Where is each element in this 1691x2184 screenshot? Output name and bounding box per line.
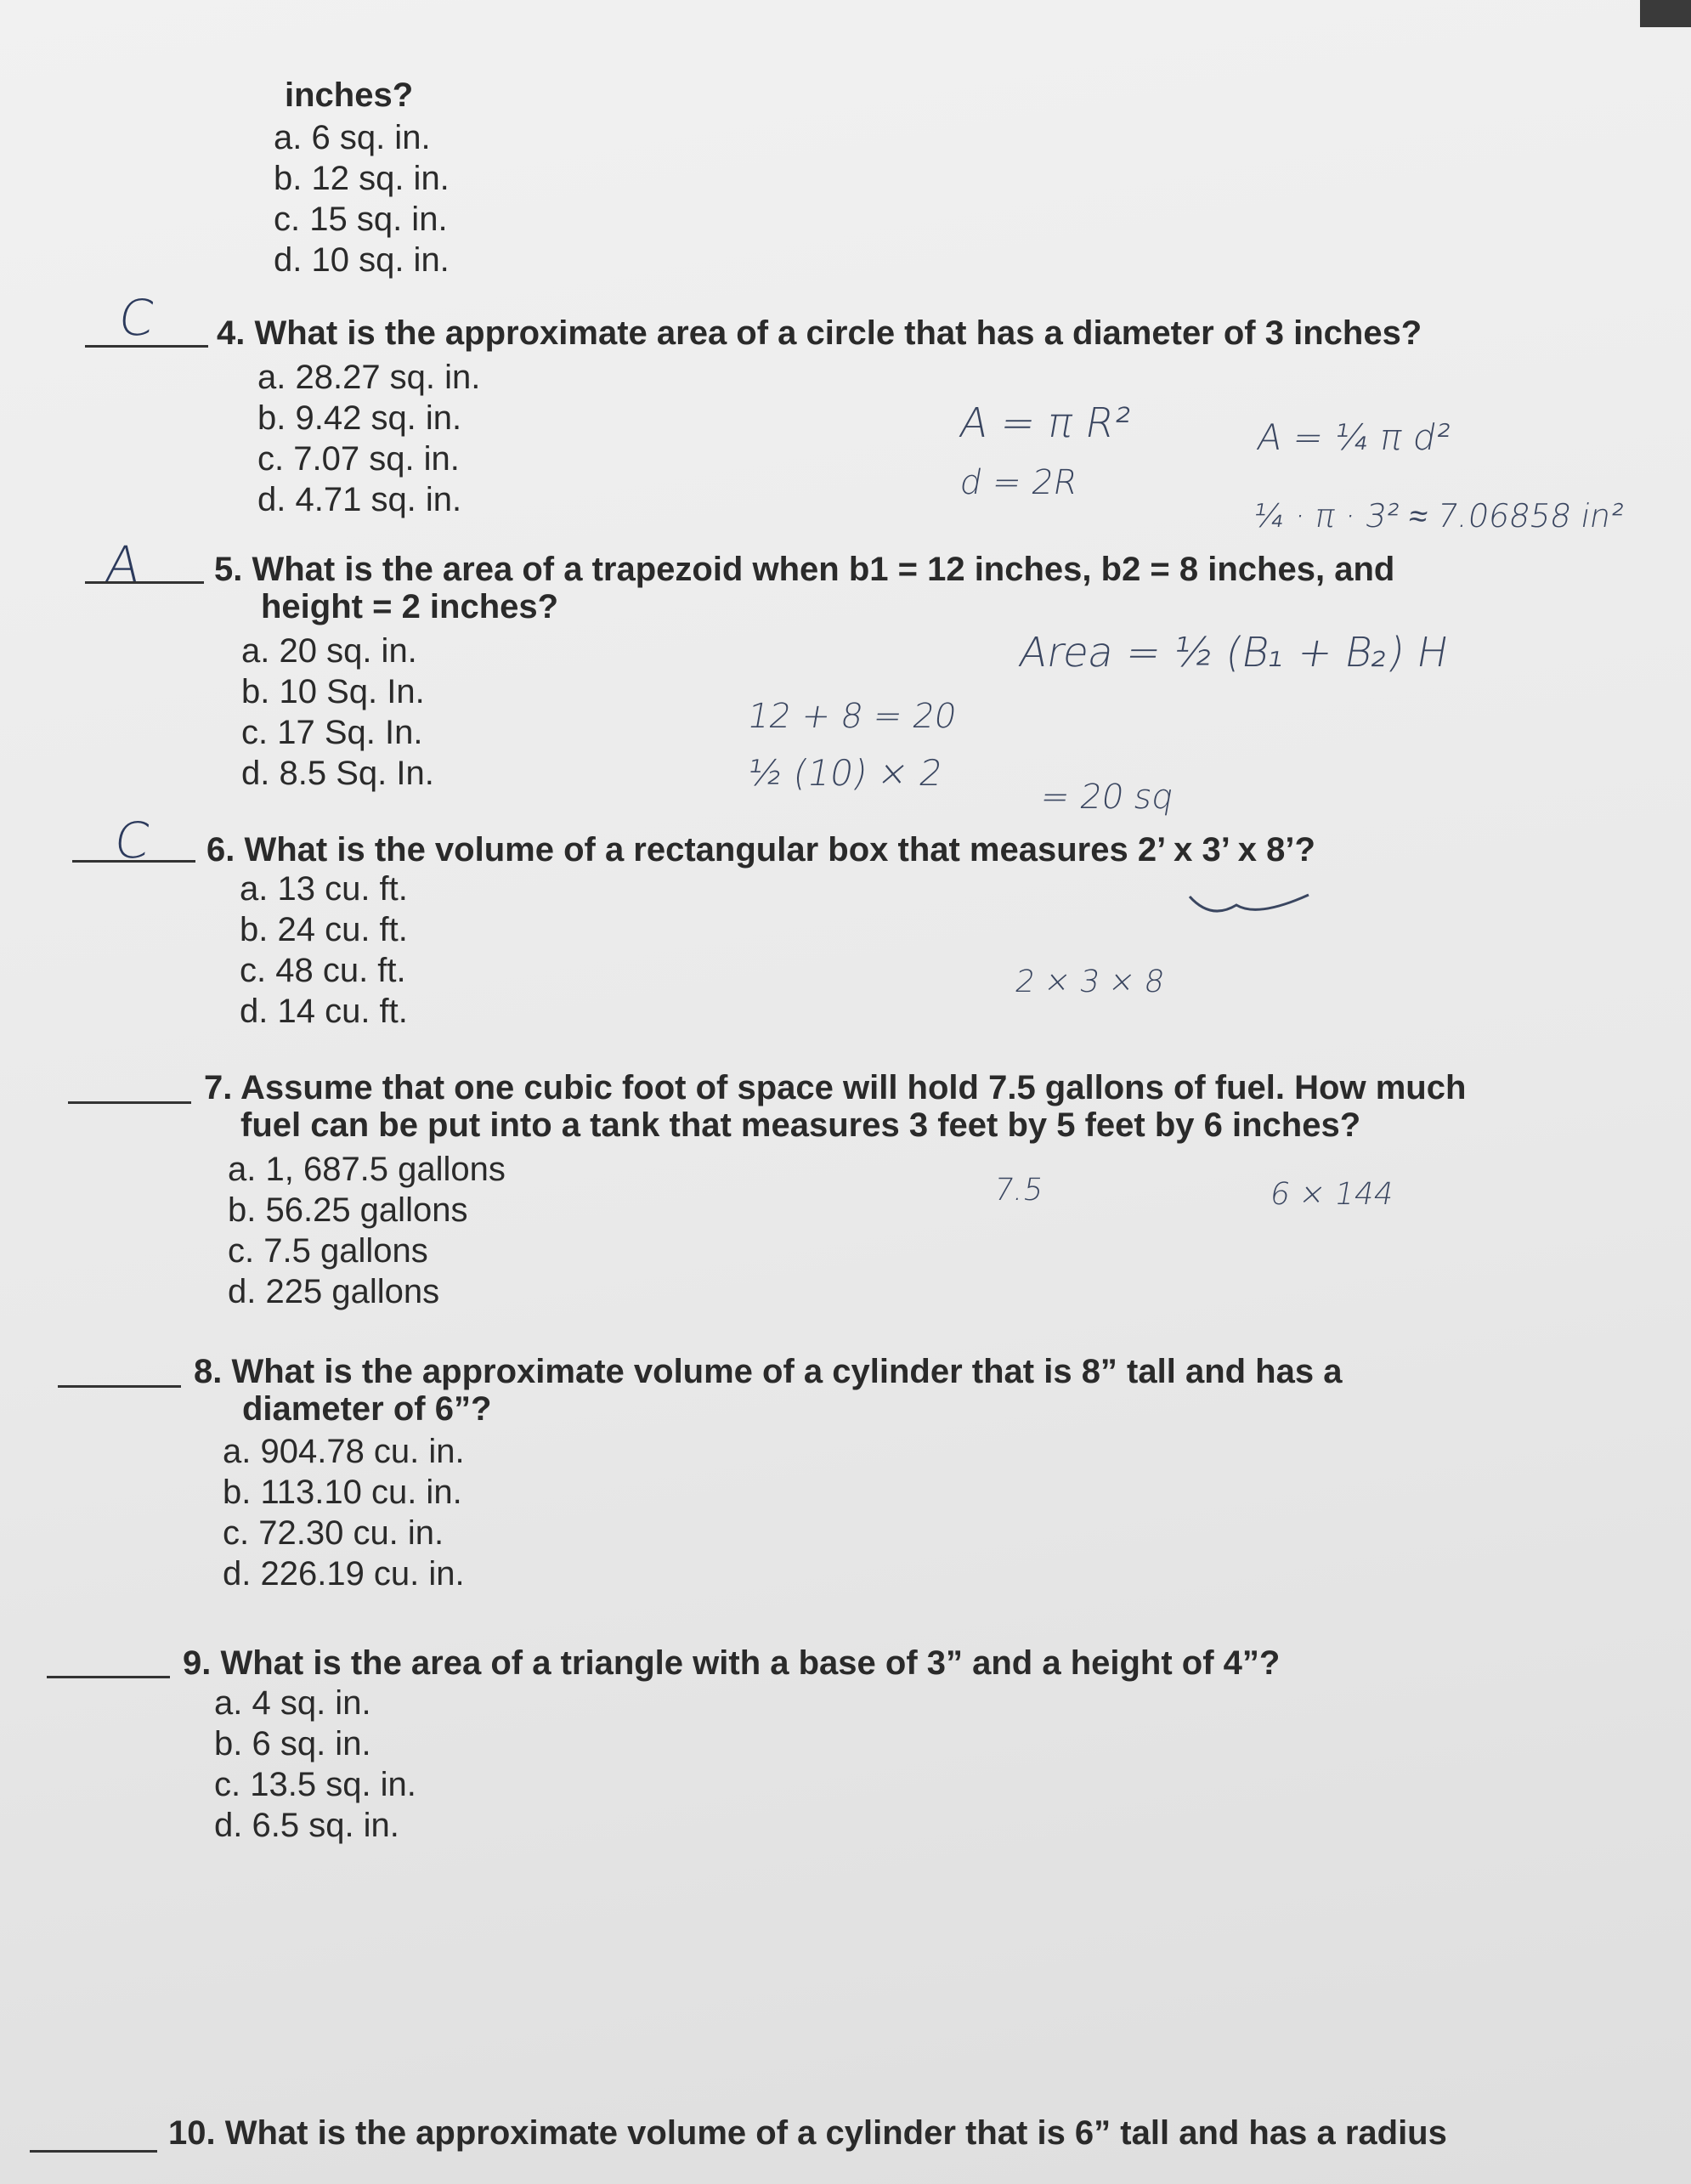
option-a: a. 6 sq. in. bbox=[274, 119, 431, 156]
option-a: a. 13 cu. ft. bbox=[240, 870, 408, 908]
question-stem: inches? bbox=[285, 76, 414, 114]
option-d: d. 14 cu. ft. bbox=[240, 993, 408, 1030]
handwritten-underline bbox=[1185, 888, 1313, 922]
question-10 bbox=[168, 2114, 1447, 2152]
option-d: d. 10 sq. in. bbox=[274, 241, 450, 279]
question-stem: 10. What is the approximate volume of a cylinder that is 6” tall and has a radius bbox=[168, 2114, 1447, 2152]
question-stem-line-2: fuel can be put into a tank that measures 3 feet by 5 feet by 6 inches? bbox=[240, 1106, 1361, 1144]
option-c: c. 17 Sq. In. bbox=[241, 714, 423, 751]
option-c: c. 48 cu. ft. bbox=[240, 952, 406, 989]
question-3-options bbox=[274, 117, 450, 280]
question-5 bbox=[214, 551, 1394, 625]
q4-formula-alt: A = ¼ π d² bbox=[1253, 416, 1455, 458]
question-7-options bbox=[228, 1149, 506, 1312]
q7-note-gallons: 7.5 bbox=[991, 1173, 1046, 1208]
option-b: b. 6 sq. in. bbox=[214, 1725, 371, 1762]
option-b: b. 24 cu. ft. bbox=[240, 911, 408, 948]
option-c: c. 7.5 gallons bbox=[228, 1232, 428, 1270]
question-4 bbox=[217, 314, 1422, 352]
option-d: d. 226.19 cu. in. bbox=[223, 1555, 465, 1593]
question-9-options bbox=[214, 1683, 416, 1846]
option-c: c. 72.30 cu. in. bbox=[223, 1514, 444, 1552]
q4-formula-area: A = π R² bbox=[956, 399, 1135, 447]
option-b: b. 12 sq. in. bbox=[274, 160, 450, 197]
answer-blank-9[interactable] bbox=[47, 1676, 170, 1678]
question-stem-line-1: 7. Assume that one cubic foot of space will hold 7.5 gallons of fuel. How much bbox=[204, 1069, 1467, 1106]
option-c: c. 13.5 sq. in. bbox=[214, 1766, 416, 1803]
option-a: a. 1, 687.5 gallons bbox=[228, 1151, 506, 1188]
option-b: b. 113.10 cu. in. bbox=[223, 1474, 462, 1511]
q5-formula: Area = ½ (B₁ + B₂) H bbox=[1015, 629, 1452, 676]
question-stem: 4. What is the approximate area of a circle that has a diameter of 3 inches? bbox=[217, 314, 1422, 352]
answer-blank-10[interactable] bbox=[30, 2150, 157, 2153]
question-stem: 9. What is the area of a triangle with a base of 3” and a height of 4”? bbox=[183, 1644, 1281, 1682]
option-d: d. 225 gallons bbox=[228, 1273, 440, 1310]
question-3-tail bbox=[285, 76, 413, 114]
q5-result: = 20 sq bbox=[1037, 778, 1178, 817]
q5-sum: 12 + 8 = 20 bbox=[744, 697, 960, 736]
option-c: c. 7.07 sq. in. bbox=[257, 440, 460, 478]
option-c: c. 15 sq. in. bbox=[274, 201, 448, 238]
handwritten-answer-5: A bbox=[102, 535, 144, 593]
answer-blank-8[interactable] bbox=[58, 1385, 181, 1388]
question-8 bbox=[194, 1353, 1342, 1428]
option-d: d. 8.5 Sq. In. bbox=[241, 755, 434, 792]
q5-calc: ½ (10) × 2 bbox=[744, 752, 947, 794]
question-stem-line-1: 8. What is the approximate volume of a cylinder that is 8” tall and has a bbox=[194, 1353, 1343, 1390]
option-a: a. 4 sq. in. bbox=[214, 1684, 371, 1722]
question-9 bbox=[183, 1644, 1280, 1682]
handwritten-answer-4: C bbox=[115, 289, 158, 347]
option-d: d. 6.5 sq. in. bbox=[214, 1807, 399, 1844]
option-b: b. 9.42 sq. in. bbox=[257, 399, 462, 437]
question-stem-line-2: diameter of 6”? bbox=[242, 1390, 492, 1428]
option-a: a. 20 sq. in. bbox=[241, 632, 417, 670]
option-d: d. 4.71 sq. in. bbox=[257, 481, 462, 518]
q4-calc: ¼ · π · 3² ≈ 7.06858 in² bbox=[1250, 497, 1627, 535]
option-a: a. 904.78 cu. in. bbox=[223, 1433, 465, 1470]
handwritten-answer-6: C bbox=[110, 812, 154, 869]
question-stem-line-2: height = 2 inches? bbox=[261, 588, 559, 625]
dark-corner bbox=[1640, 0, 1691, 27]
question-4-options bbox=[257, 357, 480, 520]
question-stem: 6. What is the volume of a rectangular box that measures 2’ x 3’ x 8’? bbox=[206, 831, 1315, 869]
answer-blank-7[interactable] bbox=[68, 1101, 191, 1104]
option-b: b. 10 Sq. In. bbox=[241, 673, 425, 710]
question-5-options bbox=[241, 631, 434, 794]
option-b: b. 56.25 gallons bbox=[228, 1191, 468, 1229]
q4-formula-diameter: d = 2R bbox=[956, 463, 1081, 502]
question-6-options bbox=[240, 869, 408, 1032]
question-8-options bbox=[223, 1431, 465, 1594]
question-stem-line-1: 5. What is the area of a trapezoid when b1 = 12 inches, b2 = 8 inches, and bbox=[214, 551, 1395, 588]
question-6 bbox=[206, 831, 1315, 869]
q6-calc: 2 × 3 × 8 bbox=[1012, 965, 1168, 999]
option-a: a. 28.27 sq. in. bbox=[257, 359, 481, 396]
q7-note-inches: 6 × 144 bbox=[1267, 1177, 1397, 1212]
question-7 bbox=[204, 1069, 1466, 1144]
